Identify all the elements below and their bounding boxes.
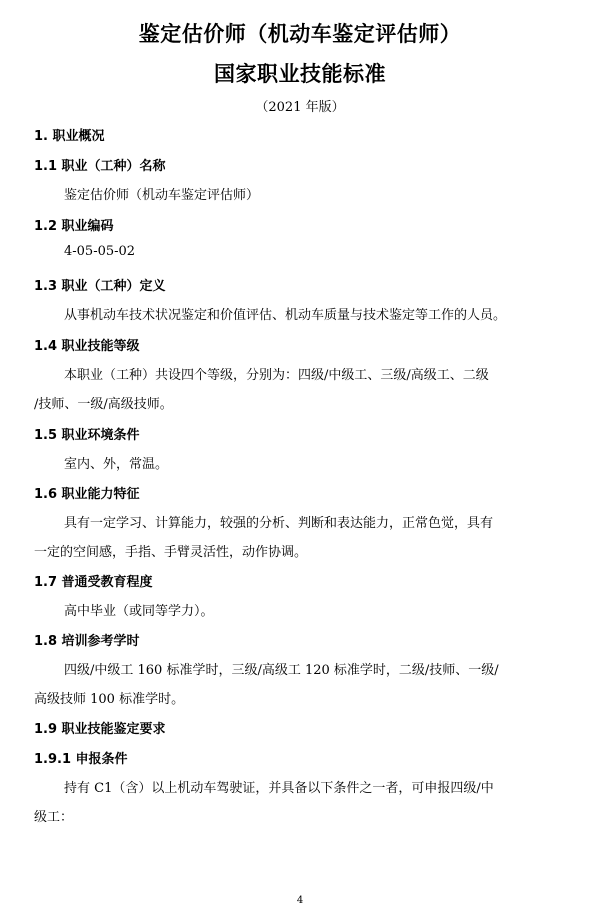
section-heading-1-3: 1.3 职业（工种）定义 [34, 279, 166, 294]
section-text-1-7: 高中毕业（或同等学力）。 [64, 604, 214, 619]
section-text-1-1: 鉴定估价师（机动车鉴定评估师） [64, 188, 260, 203]
document-title: 鉴定估价师（机动车鉴定评估师） [138, 22, 462, 46]
edition-label: （2021 年版） [255, 100, 345, 115]
section-heading-1-9-1: 1.9.1 申报条件 [34, 752, 128, 767]
document-subtitle: 国家职业技能标准 [214, 62, 386, 86]
section-text-1-9-1-line2: 级工： [34, 810, 74, 825]
section-text-1-4-line1: 本职业（工种）共设四个等级，分别为：四级/中级工、三级/高级工、二级 [64, 368, 489, 383]
section-text-1-8-line1: 四级/中级工 160 标准学时，三级/高级工 120 标准学时，二级/技师、一级/ [64, 663, 499, 678]
section-heading-1-7: 1.7 普通受教育程度 [34, 575, 153, 590]
section-heading-1-9: 1.9 职业技能鉴定要求 [34, 722, 166, 737]
section-heading-1-6: 1.6 职业能力特征 [34, 487, 140, 502]
section-heading-1-1: 1.1 职业（工种）名称 [34, 159, 166, 174]
section-text-1-2: 4-05-05-02 [64, 244, 136, 259]
section-text-1-6-line1: 具有一定学习、计算能力，较强的分析、判断和表达能力，正常色觉，具有 [64, 516, 494, 531]
section-heading-1-5: 1.5 职业环境条件 [34, 428, 140, 443]
section-text-1-5: 室内、外，常温。 [64, 457, 169, 472]
section-text-1-9-1-line1: 持有 C1（含）以上机动车驾驶证，并具备以下条件之一者，可申报四级/中 [64, 781, 494, 796]
section-text-1-8-line2: 高级技师 100 标准学时。 [34, 692, 185, 707]
section-heading-1-8: 1.8 培训参考学时 [34, 634, 140, 649]
section-text-1-4-line2: /技师、一级/高级技师。 [34, 397, 173, 412]
section-heading-1-4: 1.4 职业技能等级 [34, 339, 140, 354]
section-text-1-3: 从事机动车技术状况鉴定和价值评估、机动车质量与技术鉴定等工作的人员。 [64, 308, 507, 323]
section-heading-1-2: 1.2 职业编码 [34, 219, 114, 234]
page-number: 4 [296, 895, 304, 906]
section-text-1-6-line2: 一定的空间感，手指、手臂灵活性，动作协调。 [34, 545, 308, 560]
section-heading-1: 1. 职业概况 [34, 129, 105, 144]
